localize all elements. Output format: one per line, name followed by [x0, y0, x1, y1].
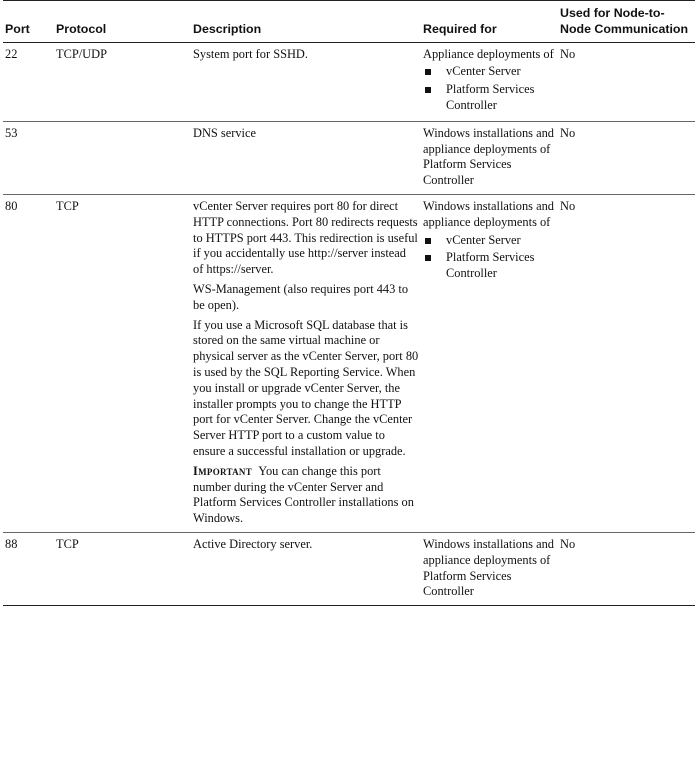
required-for-cell: [421, 42, 558, 121]
required-for-text: Windows installations and appliance deployments of Platform Services Controller: [423, 536, 554, 599]
description-cell: [191, 532, 421, 605]
header-required-for: Required for: [421, 1, 558, 43]
list-item: vCenter Server: [423, 64, 556, 80]
important-text: You can change this port number during the vCenter Server and Platform Services Controller installations on Windows.: [193, 463, 414, 526]
node-communication-cell: No: [558, 532, 695, 605]
description-cell: [191, 194, 421, 532]
list-item: Platform Services Controller: [423, 250, 556, 282]
table-row: [3, 121, 695, 194]
header-description: Description: [191, 1, 421, 43]
list-item: vCenter Server: [423, 233, 556, 249]
important-label: Important: [193, 463, 253, 478]
required-for-cell: [421, 121, 558, 194]
table-row: [3, 194, 695, 532]
protocol-cell: TCP/UDP: [54, 42, 191, 121]
required-for-cell: [421, 532, 558, 605]
protocol-cell: [54, 121, 191, 194]
port-cell: 53: [3, 121, 54, 194]
node-communication-cell: No: [558, 42, 695, 121]
description-cell: [191, 42, 421, 121]
description-cell: [191, 121, 421, 194]
description-text: Active Directory server.: [193, 536, 313, 551]
table-row: [3, 42, 695, 121]
description-text: If you use a Microsoft SQL database that is stored on the same virtual machine or physical server as the vCenter Server, port 80 is used by the SQL Reporting Service. When you install or upgrade vCenter Server, the installer prompts you to change the HTTP port for vCenter Server. Change the vCenter Server HTTP port to a custom value to ensure a successful installation or upgrade.: [193, 317, 419, 458]
header-node-communication: Used for Node-to-Node Communication: [558, 1, 695, 43]
port-cell: 22: [3, 42, 54, 121]
protocol-cell: TCP: [54, 194, 191, 532]
table-header-row: [3, 1, 695, 43]
node-communication-cell: No: [558, 121, 695, 194]
required-for-text: Windows installations and appliance deployments of: [423, 198, 554, 229]
header-port: Port: [3, 1, 54, 43]
port-cell: 88: [3, 532, 54, 605]
description-text: WS-Management (also requires port 443 to be open).: [193, 281, 409, 312]
required-for-text: Windows installations and appliance deployments of Platform Services Controller: [423, 125, 554, 188]
list-item: Platform Services Controller: [423, 82, 556, 114]
port-requirements-table: [3, 0, 695, 606]
description-text: DNS service: [193, 125, 256, 140]
required-for-list: [423, 233, 556, 282]
required-for-list: [423, 64, 556, 113]
header-protocol: Protocol: [54, 1, 191, 43]
required-for-cell: [421, 194, 558, 532]
port-cell: 80: [3, 194, 54, 532]
description-text: System port for SSHD.: [193, 46, 308, 61]
protocol-cell: TCP: [54, 532, 191, 605]
description-text: vCenter Server requires port 80 for direct HTTP connections. Port 80 redirects requests to HTTPS port 443. This redirection is useful if you accidentally use http://server instead of https://server.: [193, 198, 418, 277]
important-note: [193, 464, 419, 527]
node-communication-cell: No: [558, 194, 695, 532]
required-for-text: Appliance deployments of: [423, 46, 554, 61]
table-row: [3, 532, 695, 605]
